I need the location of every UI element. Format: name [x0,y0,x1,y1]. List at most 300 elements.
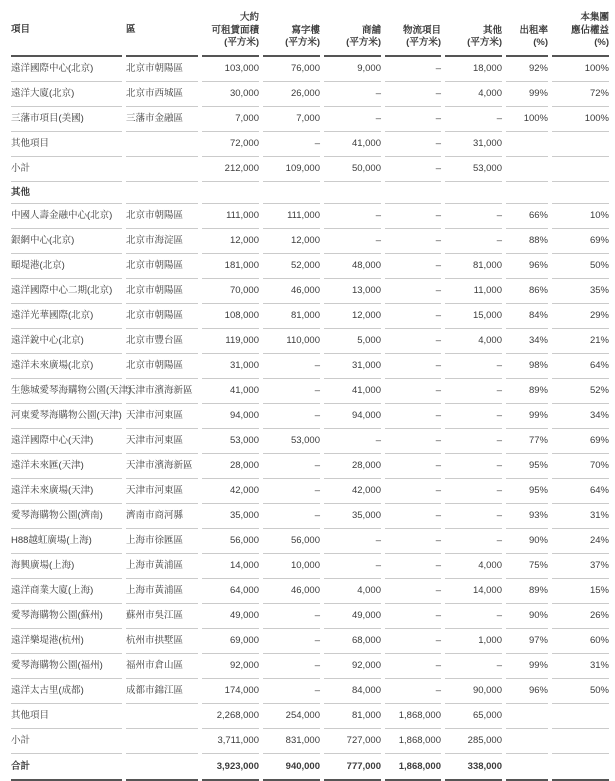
cell-other: – [445,379,502,404]
cell-interest: 72% [552,82,609,107]
cell-logistics: – [385,204,441,229]
cell-area [202,182,259,204]
table-row [11,629,609,654]
cell-office: 7,000 [263,107,320,132]
cell-area: 42,000 [202,479,259,504]
cell-district: 濟南市商河縣 [126,504,198,529]
cell-district: 北京市朝陽區 [126,254,198,279]
cell-interest [552,182,609,204]
cell-retail: 94,000 [324,404,381,429]
cell-office: – [263,679,320,704]
table-row [11,604,609,629]
cell-project: 河東愛琴海購物公園(天津) [11,404,122,429]
cell-retail: 48,000 [324,254,381,279]
cell-occupancy: 97% [506,629,548,654]
header-label-line: (平方米) [346,37,381,48]
cell-interest: 24% [552,529,609,554]
cell-logistics: – [385,679,441,704]
cell-project: 海興廣場(上海) [11,554,122,579]
cell-retail: 12,000 [324,304,381,329]
header-label-line: (平方米) [285,37,320,48]
cell-other: 4,000 [445,329,502,354]
cell-logistics: 1,868,000 [385,754,441,781]
cell-retail: – [324,107,381,132]
header-label-line: (平方米) [406,37,441,48]
cell-interest [552,754,609,781]
cell-office: – [263,654,320,679]
table-header [11,6,609,57]
cell-area: 14,000 [202,554,259,579]
cell-project: 小計 [11,729,122,754]
cell-occupancy [506,132,548,157]
cell-area: 69,000 [202,629,259,654]
cell-logistics: 1,868,000 [385,704,441,729]
cell-occupancy [506,729,548,754]
table-row [11,229,609,254]
cell-occupancy: 90% [506,529,548,554]
cell-district: 三藩市金融區 [126,107,198,132]
cell-district: 上海市黃浦區 [126,579,198,604]
cell-retail: 9,000 [324,57,381,82]
cell-logistics: – [385,504,441,529]
cell-logistics: – [385,354,441,379]
cell-other: – [445,229,502,254]
header-label-line: 大約 [239,12,259,23]
cell-logistics: – [385,82,441,107]
cell-district [126,704,198,729]
cell-district: 北京市朝陽區 [126,57,198,82]
cell-district: 天津市河東區 [126,479,198,504]
cell-district: 天津市河東區 [126,429,198,454]
cell-occupancy: 90% [506,604,548,629]
cell-logistics: 1,868,000 [385,729,441,754]
cell-occupancy: 99% [506,82,548,107]
cell-district [126,729,198,754]
cell-retail: – [324,229,381,254]
cell-project: 生態城愛琴海購物公園(天津) [11,379,122,404]
cell-area: 53,000 [202,429,259,454]
table-row [11,379,609,404]
cell-logistics: – [385,654,441,679]
cell-project: 愛琴海購物公園(福州) [11,654,122,679]
cell-occupancy: 99% [506,654,548,679]
cell-area: 56,000 [202,529,259,554]
cell-other: 90,000 [445,679,502,704]
header-label-line: 應佔權益 [570,24,609,36]
cell-office: 53,000 [263,429,320,454]
cell-interest: 100% [552,57,609,82]
cell-interest: 21% [552,329,609,354]
cell-other [445,182,502,204]
cell-retail: 68,000 [324,629,381,654]
cell-area: 7,000 [202,107,259,132]
cell-project: 合計 [11,754,122,781]
cell-district: 北京市朝陽區 [126,304,198,329]
cell-district: 北京市西城區 [126,82,198,107]
table-row [11,132,609,157]
cell-interest: 37% [552,554,609,579]
cell-other: 285,000 [445,729,502,754]
cell-occupancy: 88% [506,229,548,254]
cell-occupancy: 93% [506,504,548,529]
cell-office: 111,000 [263,204,320,229]
cell-area: 49,000 [202,604,259,629]
header-label-line: 寫字樓 [291,24,320,36]
cell-logistics: – [385,304,441,329]
cell-office: 56,000 [263,529,320,554]
cell-interest: 35% [552,279,609,304]
cell-other: 338,000 [445,754,502,781]
cell-area: 3,711,000 [202,729,259,754]
cell-project: 遠洋國際中心二期(北京) [11,279,122,304]
cell-retail: 28,000 [324,454,381,479]
table-row [11,107,609,132]
cell-retail: 777,000 [324,754,381,781]
cell-interest: 10% [552,204,609,229]
table-row [11,329,609,354]
cell-district: 天津市濱海新區 [126,379,198,404]
cell-other: – [445,504,502,529]
cell-project: 遠洋國際中心(天津) [11,429,122,454]
table-row [11,429,609,454]
cell-interest: 70% [552,454,609,479]
cell-office: – [263,629,320,654]
cell-office: – [263,379,320,404]
cell-occupancy: 86% [506,279,548,304]
cell-retail: 49,000 [324,604,381,629]
cell-district: 天津市河東區 [126,404,198,429]
cell-office: 110,000 [263,329,320,354]
table-row [11,304,609,329]
cell-other: – [445,604,502,629]
cell-retail: – [324,529,381,554]
cell-interest: 31% [552,654,609,679]
cell-logistics: – [385,604,441,629]
cell-district: 北京市豐台區 [126,329,198,354]
table-row [11,579,609,604]
cell-interest: 69% [552,429,609,454]
cell-area: 174,000 [202,679,259,704]
cell-area: 28,000 [202,454,259,479]
cell-logistics: – [385,454,441,479]
cell-occupancy: 84% [506,304,548,329]
cell-logistics: – [385,379,441,404]
table-row [11,679,609,704]
cell-occupancy: 75% [506,554,548,579]
cell-occupancy [506,754,548,781]
cell-office: – [263,404,320,429]
cell-other: 31,000 [445,132,502,157]
cell-area: 108,000 [202,304,259,329]
cell-interest [552,157,609,182]
column-header-retail [324,6,381,57]
cell-area: 181,000 [202,254,259,279]
cell-logistics: – [385,254,441,279]
cell-project: 遠洋大廈(北京) [11,82,122,107]
header-label-line: 出租率 [519,24,548,36]
cell-project: 遠洋光華國際(北京) [11,304,122,329]
cell-area: 35,000 [202,504,259,529]
cell-other: 14,000 [445,579,502,604]
cell-area: 119,000 [202,329,259,354]
cell-project: 遠洋未來廣場(天津) [11,479,122,504]
cell-area: 30,000 [202,82,259,107]
cell-project: H88越虹廣場(上海) [11,529,122,554]
cell-district: 上海市徐匯區 [126,529,198,554]
cell-interest: 50% [552,254,609,279]
cell-interest: 64% [552,354,609,379]
table-row [11,554,609,579]
cell-interest: 50% [552,679,609,704]
header-label-line: 可租賃面積 [211,24,259,36]
column-header-logistics [385,6,441,57]
header-label-line: 物流項目 [402,24,441,36]
cell-interest [552,132,609,157]
cell-interest: 52% [552,379,609,404]
table-row [11,454,609,479]
cell-office: 10,000 [263,554,320,579]
cell-project: 遠洋太古里(成都) [11,679,122,704]
cell-retail [324,182,381,204]
table-row [11,57,609,82]
cell-occupancy: 98% [506,354,548,379]
cell-retail: – [324,204,381,229]
cell-project: 遠洋樂堤港(杭州) [11,629,122,654]
section-row [11,182,609,204]
cell-retail: 81,000 [324,704,381,729]
cell-interest: 26% [552,604,609,629]
cell-other: – [445,479,502,504]
header-label-line: 商舖 [361,24,381,36]
cell-office: 76,000 [263,57,320,82]
cell-office: – [263,132,320,157]
cell-occupancy: 96% [506,679,548,704]
header-label-line: 其他 [482,24,502,36]
column-header-office [263,6,320,57]
cell-other: 18,000 [445,57,502,82]
column-header-district [126,6,198,57]
cell-occupancy: 95% [506,454,548,479]
column-header-area [202,6,259,57]
cell-other: 4,000 [445,554,502,579]
cell-occupancy: 77% [506,429,548,454]
cell-other: 15,000 [445,304,502,329]
cell-logistics: – [385,132,441,157]
table-row [11,404,609,429]
cell-project: 愛琴海購物公園(蘇州) [11,604,122,629]
column-header-occupancy [506,6,548,57]
cell-interest: 69% [552,229,609,254]
cell-project: 遠洋未來廣場(北京) [11,354,122,379]
cell-project: 愛琴海購物公園(濟南) [11,504,122,529]
cell-project: 中國人壽金融中心(北京) [11,204,122,229]
cell-retail: 4,000 [324,579,381,604]
cell-project: 小計 [11,157,122,182]
table-row [11,529,609,554]
cell-occupancy: 89% [506,579,548,604]
cell-logistics: – [385,554,441,579]
cell-other: 1,000 [445,629,502,654]
cell-logistics: – [385,529,441,554]
cell-occupancy: 34% [506,329,548,354]
table-row [11,654,609,679]
table-row [11,479,609,504]
column-header-project [11,6,122,57]
cell-project: 頤堤港(北京) [11,254,122,279]
cell-other: – [445,454,502,479]
cell-area: 12,000 [202,229,259,254]
cell-other: 81,000 [445,254,502,279]
cell-retail: 84,000 [324,679,381,704]
column-header-interest [552,6,609,57]
cell-other: 65,000 [445,704,502,729]
cell-retail: 42,000 [324,479,381,504]
cell-area: 72,000 [202,132,259,157]
cell-office: 81,000 [263,304,320,329]
cell-project: 遠洋銳中心(北京) [11,329,122,354]
cell-retail: 31,000 [324,354,381,379]
cell-logistics: – [385,579,441,604]
header-label-line: (平方米) [224,37,259,48]
cell-project: 其他 [11,182,122,204]
cell-district: 北京市海淀區 [126,229,198,254]
table-row [11,279,609,304]
cell-district: 天津市濱海新區 [126,454,198,479]
cell-district: 北京市朝陽區 [126,354,198,379]
cell-area: 70,000 [202,279,259,304]
cell-logistics: – [385,429,441,454]
cell-area: 103,000 [202,57,259,82]
cell-occupancy [506,182,548,204]
cell-project: 遠洋國際中心(北京) [11,57,122,82]
cell-district: 北京市朝陽區 [126,279,198,304]
cell-area: 3,923,000 [202,754,259,781]
cell-retail: – [324,429,381,454]
cell-district [126,157,198,182]
header-label-line: (%) [533,37,548,48]
cell-district: 北京市朝陽區 [126,204,198,229]
cell-occupancy: 92% [506,57,548,82]
header-label-line: (%) [594,37,609,48]
cell-other: 53,000 [445,157,502,182]
cell-office: – [263,504,320,529]
cell-interest: 31% [552,504,609,529]
cell-logistics: – [385,404,441,429]
cell-other: – [445,429,502,454]
cell-other: – [445,529,502,554]
cell-area: 2,268,000 [202,704,259,729]
cell-project: 銀網中心(北京) [11,229,122,254]
cell-project: 其他項目 [11,132,122,157]
cell-project: 遠洋商業大廈(上海) [11,579,122,604]
table-body [11,57,609,781]
header-row [11,6,609,57]
cell-office: 52,000 [263,254,320,279]
cell-district: 上海市黃浦區 [126,554,198,579]
cell-occupancy: 89% [506,379,548,404]
cell-interest: 15% [552,579,609,604]
table-row [11,729,609,754]
cell-project: 遠洋未來匯(天津) [11,454,122,479]
cell-district: 福州市倉山區 [126,654,198,679]
cell-interest: 34% [552,404,609,429]
cell-logistics: – [385,329,441,354]
cell-logistics: – [385,629,441,654]
cell-occupancy: 100% [506,107,548,132]
cell-office: – [263,479,320,504]
table-row [11,754,609,781]
cell-logistics: – [385,107,441,132]
cell-office: – [263,354,320,379]
leased-properties-table [7,6,613,781]
cell-retail: 41,000 [324,379,381,404]
header-label-line: 項目 [11,24,31,35]
cell-occupancy: 66% [506,204,548,229]
cell-project: 三藩市項目(美國) [11,107,122,132]
cell-logistics [385,182,441,204]
cell-interest: 60% [552,629,609,654]
cell-logistics: – [385,229,441,254]
table-row [11,354,609,379]
cell-interest [552,704,609,729]
cell-retail: 13,000 [324,279,381,304]
cell-office: 26,000 [263,82,320,107]
cell-interest: 100% [552,107,609,132]
header-label-line: (平方米) [467,37,502,48]
cell-logistics: – [385,479,441,504]
cell-retail: – [324,554,381,579]
cell-logistics: – [385,57,441,82]
cell-occupancy [506,157,548,182]
cell-interest [552,729,609,754]
cell-district [126,132,198,157]
cell-occupancy: 96% [506,254,548,279]
header-label-line: 本集團 [580,12,609,23]
cell-occupancy [506,704,548,729]
cell-office: – [263,604,320,629]
cell-other: 11,000 [445,279,502,304]
cell-area: 212,000 [202,157,259,182]
table-row [11,704,609,729]
table-row [11,254,609,279]
cell-district: 杭州市拱墅區 [126,629,198,654]
cell-district [126,754,198,781]
cell-other: – [445,654,502,679]
cell-retail: 92,000 [324,654,381,679]
table-row [11,504,609,529]
cell-office: 109,000 [263,157,320,182]
cell-interest: 29% [552,304,609,329]
cell-office: 46,000 [263,279,320,304]
cell-area: 41,000 [202,379,259,404]
cell-occupancy: 99% [506,404,548,429]
cell-interest: 64% [552,479,609,504]
cell-other: – [445,107,502,132]
column-header-other [445,6,502,57]
cell-retail: 5,000 [324,329,381,354]
cell-retail: 50,000 [324,157,381,182]
cell-logistics: – [385,157,441,182]
cell-logistics: – [385,279,441,304]
cell-project: 其他項目 [11,704,122,729]
header-label-line: 區 [126,24,136,35]
cell-area: 64,000 [202,579,259,604]
cell-area: 94,000 [202,404,259,429]
table-row [11,204,609,229]
cell-other: – [445,354,502,379]
cell-office [263,182,320,204]
cell-district: 成都市錦江區 [126,679,198,704]
